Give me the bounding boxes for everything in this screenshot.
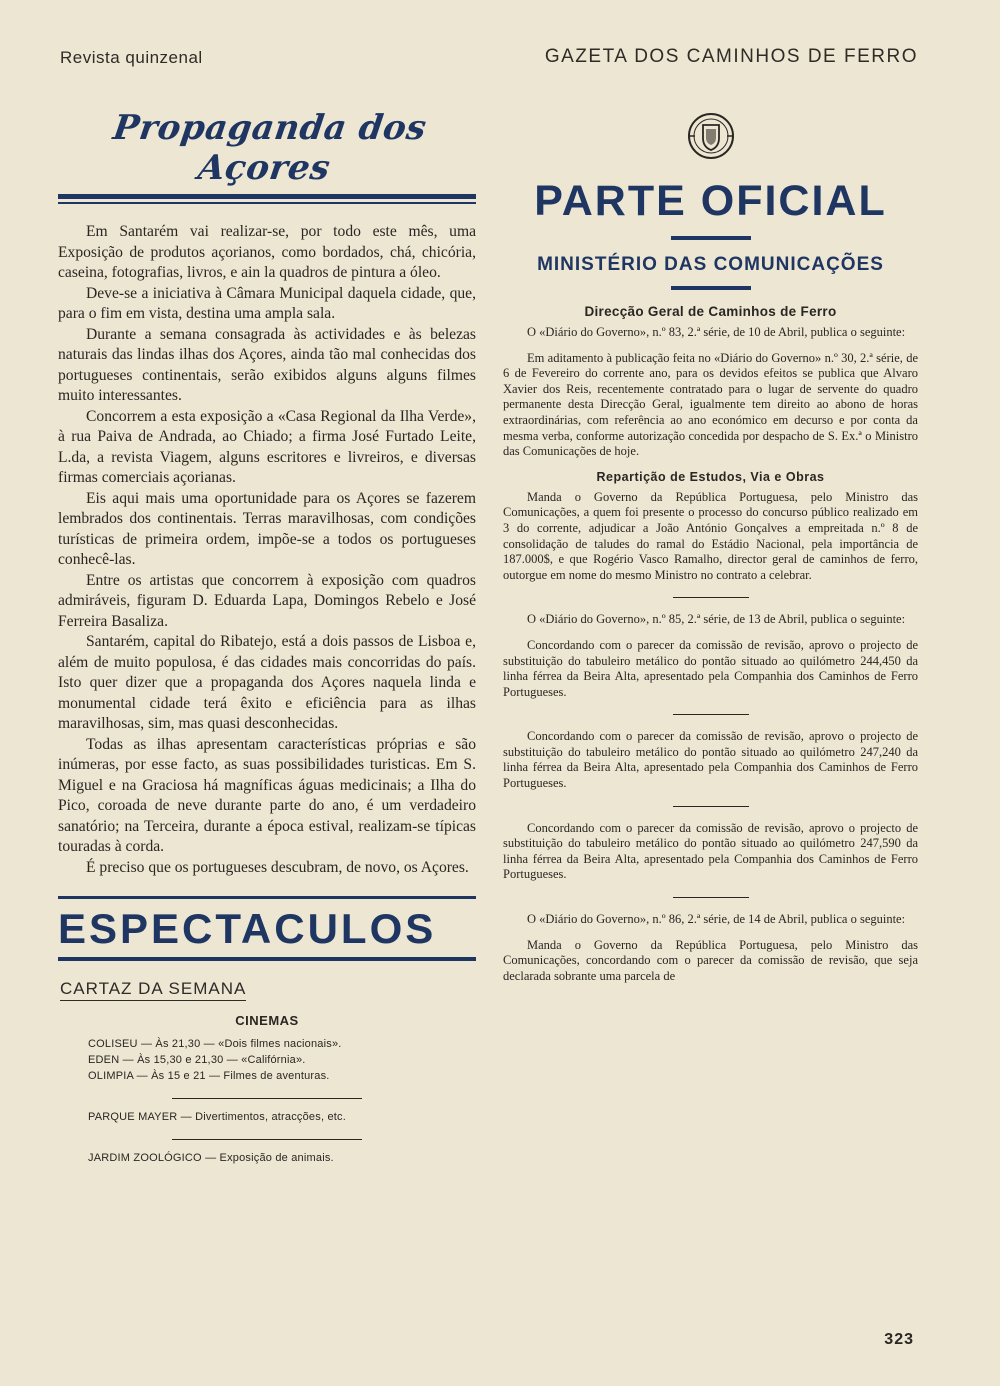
jardim-listing: JARDIM ZOOLÓGICO — Exposição de animais.	[88, 1152, 334, 1164]
coat-of-arms-icon	[685, 110, 737, 162]
paragraph: O «Diário do Governo», n.º 85, 2.ª série, de 13 de Abril, publica o seguinte:	[527, 612, 906, 627]
divider	[172, 1098, 362, 1099]
paragraph: Deve-se a iniciativa à Câmara Municipal daquela cidade, que, para o fim em vista, destina uma ampla sala.	[58, 284, 476, 322]
cartaz-subtitle: CARTAZ DA SEMANA	[60, 979, 246, 1001]
direccao-heading: Direcção Geral de Caminhos de Ferro	[584, 304, 837, 319]
paragraph: Concordando com o parecer da comissão de revisão, aprovo o projecto de substituição do tabuleiro metálico do pontão situado ao quilómetro 247,240 da linha férrea da Beira Alta, apresentado pela Companhia dos Caminhos de Ferro Portugueses.	[503, 729, 918, 791]
title-rule	[671, 286, 751, 290]
paragraph: Eis aqui mais uma oportunidade para os Açores se fazerem lembrados dos continentais. Terras maravilhosas, com condições turísticas de primeira ordem, impõe-se a todos os portugueses conhecê-las.	[58, 489, 476, 568]
reparticao-heading: Repartição de Estudos, Via e Obras	[596, 469, 825, 484]
cinema-listing	[88, 1036, 476, 1084]
list-item: COLISEU — Às 21,30 — «Dois filmes nacionais».	[88, 1038, 342, 1050]
paragraph: O «Diário do Governo», n.º 86, 2.ª série, de 14 de Abril, publica o seguinte:	[527, 912, 906, 927]
paragraph: Em Santarém vai realizar-se, por todo este mês, uma Exposição de produtos açorianos, como bordados, chá, chicória, caseina, fotografias, livros, e ain la quadros de pintura a óleo.	[58, 223, 476, 281]
spectaculos-rule-bottom	[58, 957, 476, 961]
paragraph: Todas as ilhas apresentam características próprias e são inúmeras, por esse facto, as suas possibilidades turisticas. Em S. Miguel e na Graciosa há magníficas águas medicinais; a Ilha do Pico, coroada de neve durante parte do ano, é um verdadeiro sanatório; na Terceira, durante a época estival, realizam-se típicas touradas à corda.	[58, 735, 476, 855]
title-rule	[58, 194, 476, 199]
divider	[673, 714, 749, 715]
parte-oficial-body	[503, 325, 918, 984]
paragraph: Em aditamento à publicação feita no «Diário do Governo» n.º 30, 2.ª série, de 6 de Fevereiro do corrente ano, para os devidos efeitos se publica que Alvaro Xavier dos Reis, recentemente contratado para o lugar de servente do quadro permanente desta Direcção Geral, igualmente tem direito ao abono de horas extraordinárias, com referência ao ano económico em decurso e por conta da mesma verba, conforme autorização concedida por despacho de S. Ex.ª o Ministro das Comunicações de hoje.	[503, 350, 918, 459]
paragraph: Entre os artistas que concorrem à exposição com quadros admiráveis, figuram D. Eduarda Lapa, Domingos Rebelo e José Ferreira Basaliza.	[58, 571, 476, 630]
paragraph: Manda o Governo da República Portuguesa, pelo Ministro das Comunicações, concordando com o parecer da comissão de revisão, que seja declarada sobrante uma parcela de	[503, 937, 918, 983]
left-column	[58, 108, 476, 1166]
paragraph: É preciso que os portugueses descubram, de novo, os Açores.	[86, 858, 469, 876]
title-rule-thin	[58, 202, 476, 204]
running-header-left: Revista quinzenal	[60, 48, 203, 67]
cinemas-heading: CINEMAS	[235, 1013, 299, 1028]
paragraph: Manda o Governo da República Portuguesa, pelo Ministro das Comunicações, a quem foi presente o processo do concurso público realizado em 3 do corrente, adjudicar a João António Gonçalves a empreitada n.º 8 de consolidação de taludes do ramal do Estádio Nacional, pela importância de 187.000$, e que Rogério Vasco Ramalho, director geral de caminhos de ferro, outorgue em nome do mesmo Ministro no contrato a celebrar.	[503, 489, 918, 582]
paragraph: O «Diário do Governo», n.º 83, 2.ª série, de 10 de Abril, publica o seguinte:	[527, 325, 906, 339]
propaganda-article	[58, 222, 476, 878]
parte-oficial-title: PARTE OFICIAL	[534, 177, 887, 225]
divider	[172, 1139, 362, 1140]
divider	[673, 597, 749, 598]
paragraph: Concordando com o parecer da comissão de revisão, aprovo o projecto de substituição do tabuleiro metálico do pontão situado ao quilómetro 247,590 da linha férrea da Beira Alta, apresentado pela Companhia dos Caminhos de Ferro Portugueses.	[503, 820, 918, 882]
spectaculos-rule-top	[58, 896, 476, 899]
paragraph: Concorrem a esta exposição a «Casa Regional da Ilha Verde», à rua Paiva de Andrada, ao Chiado; a firma José Furtado Leite, L.da, a revista Viagem, alguns escritores e livreiros, e diversas firmas comerciais açorianas.	[58, 407, 476, 486]
title-rule	[671, 236, 751, 240]
espectaculos-title: ESPECTACULOS	[58, 905, 437, 952]
paragraph: Santarém, capital do Ribatejo, está a dois passos de Lisboa e, além de muito populosa, é das cidades mais concorridas do país. Isto quer dizer que a propaganda dos Açores naquela linda e monumental cidade terá êxito e eficiência para as ilhas maravilhosas, sim, mas quasi desconhecidas.	[58, 633, 476, 732]
divider	[673, 806, 749, 807]
right-column	[503, 108, 918, 984]
paragraph: Durante a semana consagrada às actividades e às belezas naturais das lindas ilhas dos Açores, ainda tão mal conhecidas dos portugueses continentais, serão exibidos alguns alguns filmes muito interessantes.	[58, 325, 476, 404]
running-header-right: GAZETA DOS CAMINHOS DE FERRO	[544, 46, 918, 67]
ministry-heading: MINISTÉRIO DAS COMUNICAÇÕES	[537, 254, 884, 275]
propaganda-title: Propaganda dos Açores	[110, 108, 429, 188]
list-item: OLIMPIA — Às 15 e 21 — Filmes de aventuras.	[88, 1070, 330, 1082]
paragraph: Concordando com o parecer da comissão de revisão, aprovo o projecto de substituição do tabuleiro metálico do pontão situado ao quilómetro 244,450 da linha férrea da Beira Alta, apresentado pela Companhia dos Caminhos de Ferro Portugueses.	[503, 637, 918, 699]
list-item: EDEN — Às 15,30 e 21,30 — «Califórnia».	[88, 1054, 306, 1066]
page-number: 323	[884, 1331, 914, 1348]
divider	[673, 897, 749, 898]
parque-listing: PARQUE MAYER — Divertimentos, atracções, etc.	[88, 1111, 346, 1123]
